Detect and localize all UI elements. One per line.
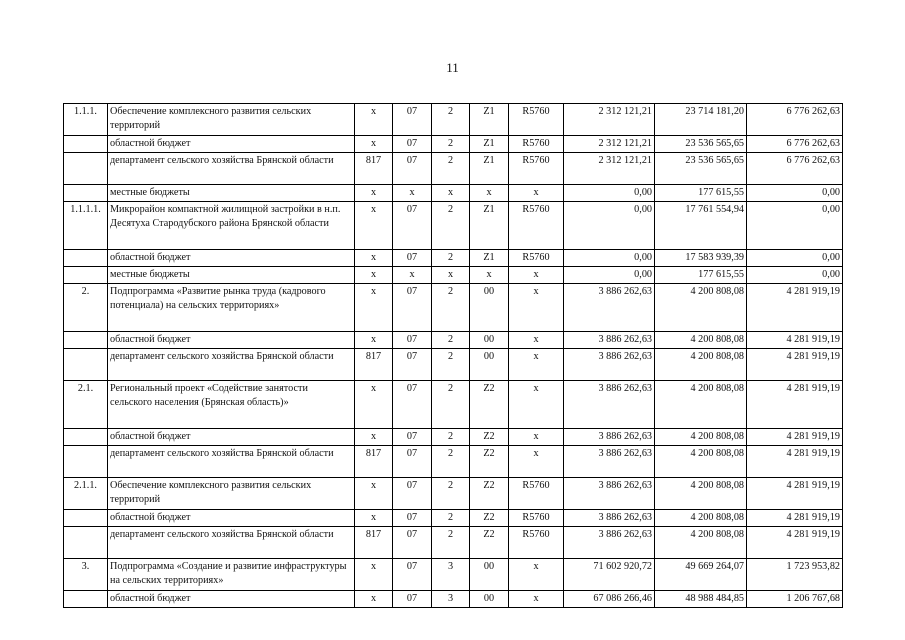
table-row <box>64 185 843 202</box>
code-section: 07 <box>393 559 432 591</box>
code-grbs: x <box>355 267 393 284</box>
amount-year-1: 3 886 262,63 <box>564 284 655 332</box>
code-section: 07 <box>393 136 432 153</box>
code-direction: x <box>509 284 564 332</box>
amount-year-3: 1 206 767,68 <box>747 591 843 608</box>
code-direction: x <box>509 332 564 349</box>
code-direction: R5760 <box>509 202 564 250</box>
amount-year-2: 4 200 808,08 <box>655 349 747 381</box>
code-program: Z2 <box>470 478 509 510</box>
code-subsection: x <box>432 185 470 202</box>
amount-year-3: 4 281 919,19 <box>747 446 843 478</box>
table-row <box>64 349 843 381</box>
amount-year-2: 177 615,55 <box>655 267 747 284</box>
code-section: 07 <box>393 429 432 446</box>
row-number <box>64 136 108 153</box>
code-program: Z2 <box>470 381 509 429</box>
amount-year-2: 48 988 484,85 <box>655 591 747 608</box>
table-row <box>64 527 843 559</box>
amount-year-2: 177 615,55 <box>655 185 747 202</box>
amount-year-3: 4 281 919,19 <box>747 527 843 559</box>
amount-year-2: 17 583 939,39 <box>655 250 747 267</box>
code-subsection: 2 <box>432 153 470 185</box>
code-direction: R5760 <box>509 136 564 153</box>
amount-year-3: 4 281 919,19 <box>747 381 843 429</box>
table-row <box>64 591 843 608</box>
row-number <box>64 267 108 284</box>
table-row <box>64 332 843 349</box>
code-program: x <box>470 185 509 202</box>
amount-year-3: 4 281 919,19 <box>747 510 843 527</box>
table-row <box>64 559 843 591</box>
row-number <box>64 527 108 559</box>
code-section: 07 <box>393 527 432 559</box>
code-subsection: 2 <box>432 429 470 446</box>
code-grbs: 817 <box>355 153 393 185</box>
code-grbs: x <box>355 429 393 446</box>
row-number: 3. <box>64 559 108 591</box>
code-section: 07 <box>393 381 432 429</box>
code-subsection: 2 <box>432 104 470 136</box>
amount-year-1: 67 086 266,46 <box>564 591 655 608</box>
code-program: 00 <box>470 332 509 349</box>
code-program: Z1 <box>470 250 509 267</box>
code-direction: R5760 <box>509 153 564 185</box>
amount-year-3: 1 723 953,82 <box>747 559 843 591</box>
amount-year-3: 4 281 919,19 <box>747 478 843 510</box>
code-section: 07 <box>393 332 432 349</box>
code-subsection: 2 <box>432 284 470 332</box>
amount-year-2: 23 714 181,20 <box>655 104 747 136</box>
code-direction: R5760 <box>509 104 564 136</box>
row-number: 1.1.1.1. <box>64 202 108 250</box>
code-program: Z2 <box>470 510 509 527</box>
amount-year-2: 49 669 264,07 <box>655 559 747 591</box>
code-program: Z2 <box>470 429 509 446</box>
code-grbs: x <box>355 510 393 527</box>
amount-year-1: 3 886 262,63 <box>564 478 655 510</box>
code-grbs: 817 <box>355 527 393 559</box>
amount-year-2: 4 200 808,08 <box>655 429 747 446</box>
code-direction: x <box>509 446 564 478</box>
code-section: 07 <box>393 250 432 267</box>
code-section: 07 <box>393 284 432 332</box>
code-section: 07 <box>393 510 432 527</box>
row-number <box>64 250 108 267</box>
row-name: областной бюджет <box>108 250 355 267</box>
code-direction: x <box>509 591 564 608</box>
row-name: департамент сельского хозяйства Брянской области <box>108 527 355 559</box>
row-name: областной бюджет <box>108 510 355 527</box>
code-subsection: 3 <box>432 591 470 608</box>
amount-year-3: 4 281 919,19 <box>747 284 843 332</box>
row-name: областной бюджет <box>108 332 355 349</box>
amount-year-2: 4 200 808,08 <box>655 527 747 559</box>
code-subsection: 2 <box>432 250 470 267</box>
amount-year-1: 71 602 920,72 <box>564 559 655 591</box>
table-row <box>64 284 843 332</box>
code-section: 07 <box>393 478 432 510</box>
row-number: 2.1. <box>64 381 108 429</box>
row-number <box>64 185 108 202</box>
amount-year-1: 3 886 262,63 <box>564 381 655 429</box>
code-direction: R5760 <box>509 527 564 559</box>
amount-year-1: 0,00 <box>564 185 655 202</box>
code-subsection: 2 <box>432 202 470 250</box>
amount-year-3: 6 776 262,63 <box>747 104 843 136</box>
amount-year-2: 4 200 808,08 <box>655 381 747 429</box>
code-program: Z1 <box>470 104 509 136</box>
amount-year-2: 17 761 554,94 <box>655 202 747 250</box>
code-section: 07 <box>393 446 432 478</box>
code-grbs: x <box>355 559 393 591</box>
amount-year-3: 4 281 919,19 <box>747 349 843 381</box>
amount-year-2: 4 200 808,08 <box>655 332 747 349</box>
row-number <box>64 349 108 381</box>
amount-year-1: 2 312 121,21 <box>564 104 655 136</box>
code-section: 07 <box>393 349 432 381</box>
code-program: Z1 <box>470 153 509 185</box>
amount-year-3: 0,00 <box>747 185 843 202</box>
code-section: 07 <box>393 153 432 185</box>
amount-year-2: 4 200 808,08 <box>655 446 747 478</box>
row-number <box>64 429 108 446</box>
row-number <box>64 153 108 185</box>
amount-year-2: 4 200 808,08 <box>655 478 747 510</box>
code-subsection: 2 <box>432 381 470 429</box>
row-name: департамент сельского хозяйства Брянской области <box>108 349 355 381</box>
code-subsection: 2 <box>432 332 470 349</box>
amount-year-3: 4 281 919,19 <box>747 332 843 349</box>
amount-year-1: 2 312 121,21 <box>564 153 655 185</box>
code-program: Z2 <box>470 446 509 478</box>
table-row <box>64 429 843 446</box>
amount-year-3: 0,00 <box>747 202 843 250</box>
code-section: x <box>393 267 432 284</box>
row-number: 1.1.1. <box>64 104 108 136</box>
amount-year-1: 3 886 262,63 <box>564 332 655 349</box>
code-direction: x <box>509 349 564 381</box>
code-direction: R5760 <box>509 250 564 267</box>
code-direction: x <box>509 559 564 591</box>
code-program: Z2 <box>470 527 509 559</box>
row-name: областной бюджет <box>108 429 355 446</box>
amount-year-3: 0,00 <box>747 267 843 284</box>
row-name: департамент сельского хозяйства Брянской области <box>108 446 355 478</box>
code-grbs: x <box>355 136 393 153</box>
code-subsection: 2 <box>432 478 470 510</box>
row-number: 2. <box>64 284 108 332</box>
amount-year-1: 0,00 <box>564 267 655 284</box>
code-grbs: x <box>355 202 393 250</box>
amount-year-1: 3 886 262,63 <box>564 349 655 381</box>
row-name: Подпрограмма «Развитие рынка труда (кадрового потенциала) на сельских территориях» <box>108 284 355 332</box>
row-name: департамент сельского хозяйства Брянской области <box>108 153 355 185</box>
amount-year-1: 0,00 <box>564 250 655 267</box>
budget-table <box>63 103 843 608</box>
code-grbs: x <box>355 185 393 202</box>
table-row <box>64 153 843 185</box>
row-number <box>64 332 108 349</box>
code-program: Z1 <box>470 136 509 153</box>
code-direction: x <box>509 267 564 284</box>
table-row <box>64 267 843 284</box>
table-row <box>64 446 843 478</box>
code-subsection: 2 <box>432 527 470 559</box>
amount-year-1: 3 886 262,63 <box>564 446 655 478</box>
row-number <box>64 510 108 527</box>
code-grbs: x <box>355 284 393 332</box>
row-name: Обеспечение комплексного развития сельских территорий <box>108 104 355 136</box>
table-row <box>64 510 843 527</box>
code-program: 00 <box>470 349 509 381</box>
amount-year-3: 0,00 <box>747 250 843 267</box>
code-direction: x <box>509 381 564 429</box>
table-row <box>64 136 843 153</box>
row-number: 2.1.1. <box>64 478 108 510</box>
row-name: Региональный проект «Содействие занятости сельского населения (Брянская область)» <box>108 381 355 429</box>
code-section: x <box>393 185 432 202</box>
amount-year-2: 23 536 565,65 <box>655 136 747 153</box>
amount-year-2: 23 536 565,65 <box>655 153 747 185</box>
table-row <box>64 104 843 136</box>
code-grbs: 817 <box>355 349 393 381</box>
code-program: 00 <box>470 559 509 591</box>
code-grbs: x <box>355 381 393 429</box>
page-number: 11 <box>446 60 459 75</box>
code-subsection: x <box>432 267 470 284</box>
amount-year-3: 6 776 262,63 <box>747 136 843 153</box>
code-subsection: 2 <box>432 136 470 153</box>
row-name: областной бюджет <box>108 591 355 608</box>
row-number <box>64 446 108 478</box>
row-name: местные бюджеты <box>108 267 355 284</box>
code-grbs: x <box>355 250 393 267</box>
table-row <box>64 478 843 510</box>
amount-year-3: 4 281 919,19 <box>747 429 843 446</box>
code-section: 07 <box>393 104 432 136</box>
code-subsection: 3 <box>432 559 470 591</box>
row-name: местные бюджеты <box>108 185 355 202</box>
amount-year-2: 4 200 808,08 <box>655 284 747 332</box>
row-name: областной бюджет <box>108 136 355 153</box>
table-row <box>64 381 843 429</box>
code-subsection: 2 <box>432 510 470 527</box>
code-subsection: 2 <box>432 446 470 478</box>
amount-year-3: 6 776 262,63 <box>747 153 843 185</box>
code-section: 07 <box>393 202 432 250</box>
amount-year-1: 0,00 <box>564 202 655 250</box>
code-grbs: 817 <box>355 446 393 478</box>
code-direction: R5760 <box>509 510 564 527</box>
amount-year-1: 3 886 262,63 <box>564 510 655 527</box>
table-row <box>64 202 843 250</box>
code-program: 00 <box>470 284 509 332</box>
code-program: Z1 <box>470 202 509 250</box>
code-program: 00 <box>470 591 509 608</box>
table-row <box>64 250 843 267</box>
amount-year-2: 4 200 808,08 <box>655 510 747 527</box>
row-number <box>64 591 108 608</box>
code-grbs: x <box>355 104 393 136</box>
row-name: Подпрограмма «Создание и развитие инфраструктуры на сельских территориях» <box>108 559 355 591</box>
code-direction: x <box>509 185 564 202</box>
code-grbs: x <box>355 591 393 608</box>
code-program: x <box>470 267 509 284</box>
code-section: 07 <box>393 591 432 608</box>
row-name: Обеспечение комплексного развития сельских территорий <box>108 478 355 510</box>
code-grbs: x <box>355 478 393 510</box>
code-subsection: 2 <box>432 349 470 381</box>
amount-year-1: 3 886 262,63 <box>564 527 655 559</box>
row-name: Микрорайон компактной жилищной застройки в н.п. Десятуха Стародубского района Брянской области <box>108 202 355 250</box>
code-grbs: x <box>355 332 393 349</box>
code-direction: R5760 <box>509 478 564 510</box>
amount-year-1: 3 886 262,63 <box>564 429 655 446</box>
code-direction: x <box>509 429 564 446</box>
amount-year-1: 2 312 121,21 <box>564 136 655 153</box>
